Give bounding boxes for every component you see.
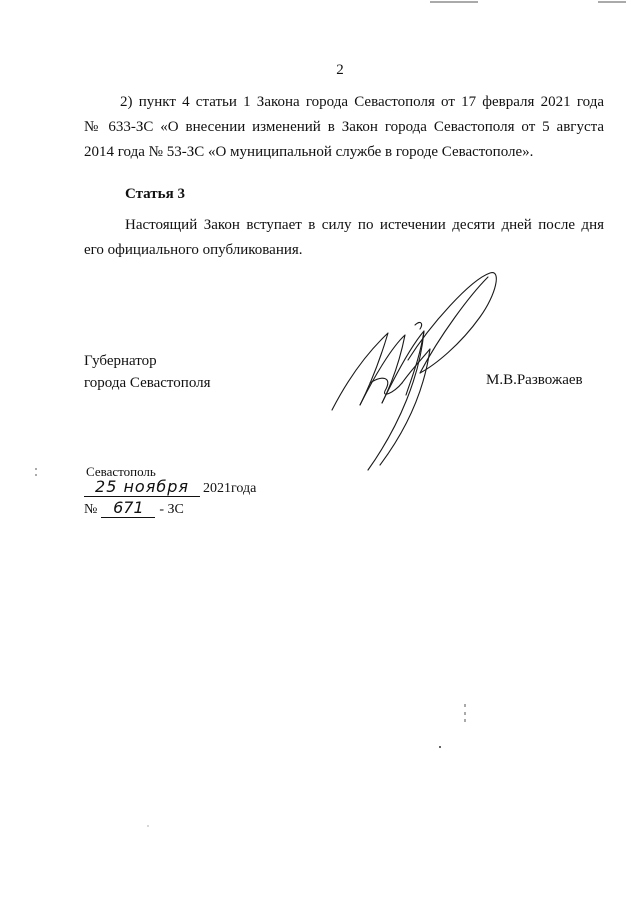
paragraph-line: Настоящий Закон вступает в силу по истечении десяти дней после дня — [125, 217, 604, 233]
signatory-position — [84, 350, 211, 394]
issue-date-line — [84, 478, 256, 497]
paragraph-line: 2014 года № 53-ЗС «О муниципальной службе в городе Севастополе». — [84, 144, 534, 160]
date-year: 2021года — [203, 481, 257, 496]
position-line: города Севастополя — [84, 375, 211, 391]
handwritten-date: 25 ноября — [84, 478, 200, 497]
position-line: Губернатор — [84, 353, 157, 369]
paragraph-amendment-item — [84, 90, 604, 165]
handwritten-number: 671 — [101, 499, 155, 518]
handwritten-signature — [320, 265, 500, 475]
paragraph-line: 2) пункт 4 статьи 1 Закона города Севастополя от 17 февраля 2021 года — [120, 94, 604, 110]
law-number-line — [84, 499, 184, 518]
paragraph-line: № 633-ЗС «О внесении изменений в Закон города Севастополя от 5 августа — [84, 119, 604, 135]
issue-city: Севастополь — [86, 464, 156, 479]
signatory-name: М.В.Развожаев — [486, 372, 583, 388]
paragraph-article-text — [84, 213, 604, 263]
page-number: 2 — [336, 62, 344, 78]
number-sign: № — [84, 502, 98, 517]
number-suffix: - ЗС — [159, 502, 184, 517]
paragraph-line: его официального опубликования. — [84, 242, 303, 258]
article-title: Статья 3 — [125, 186, 185, 202]
